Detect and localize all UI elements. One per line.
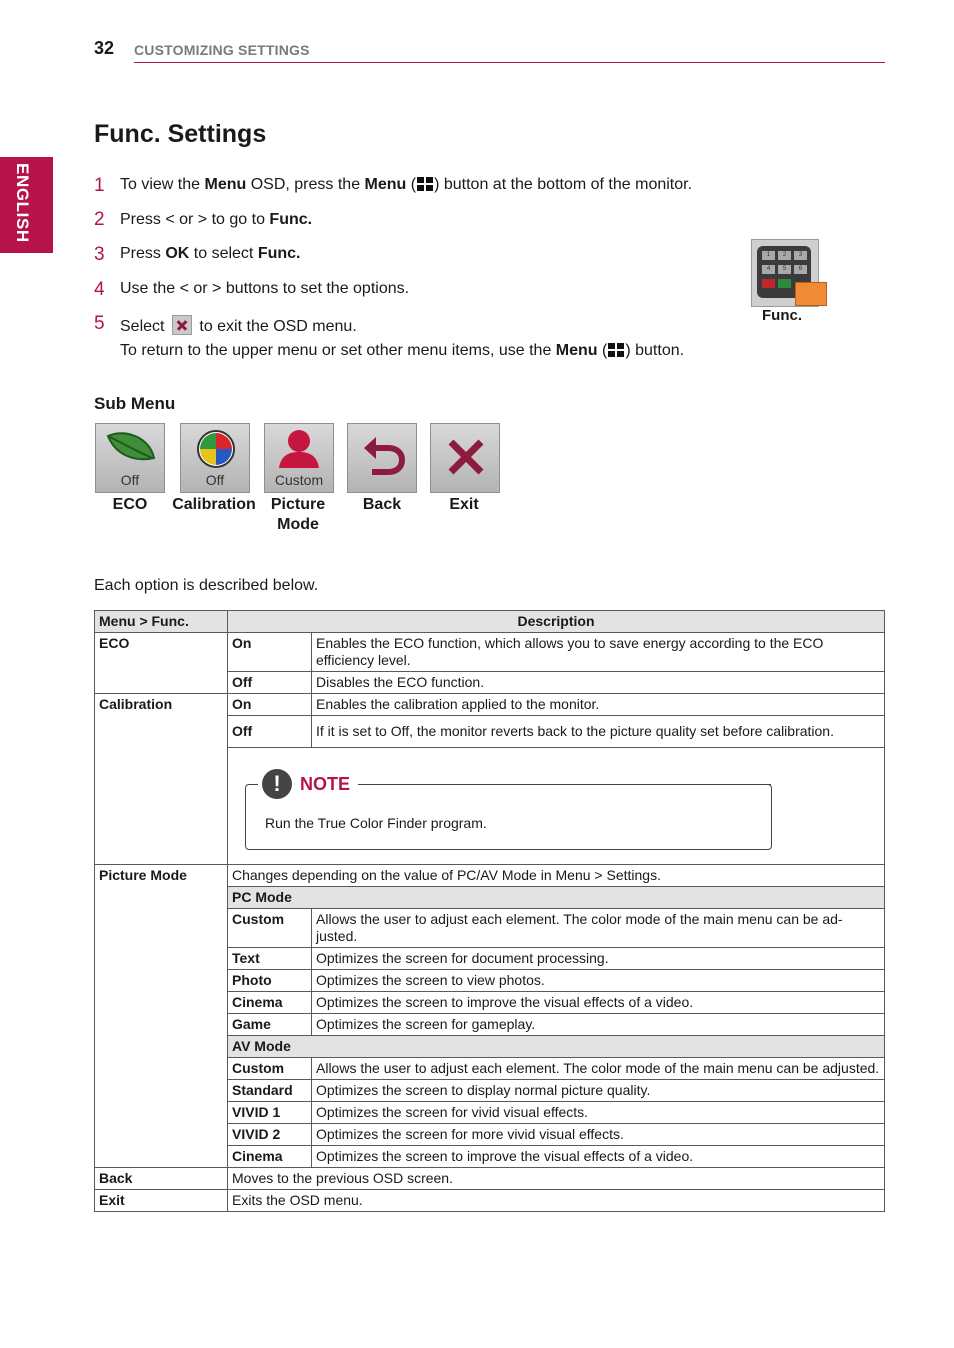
calibration-label: Calibration [172,496,256,513]
menu-button-icon [417,177,433,191]
description-cell: Moves to the previous OSD screen. [228,1168,885,1190]
description-cell: Optimizes the screen for gameplay. [312,1014,885,1036]
eco-tile [95,423,165,493]
option-cell: Off [228,716,312,748]
step-text: Press OK to select Func. [120,245,301,262]
leaf-icon [96,424,164,474]
option-cell: Text [228,948,312,970]
exit-x-icon [172,315,192,335]
color-wheel-icon [181,424,249,474]
description-cell: Allows the user to adjust each element. The color mode of the main menu can be adjusted. [312,1058,885,1080]
menu-button-icon [608,343,624,357]
note-label: NOTE [300,773,351,794]
table-row [95,694,885,716]
language-tab-label: ENGLISH [13,163,32,243]
note-text: Run the True Color Finder program. [265,815,487,831]
page-number: 32 [94,38,115,58]
option-cell: On [228,633,312,672]
description-cell: Optimizes the screen to display normal picture quality. [312,1080,885,1102]
table-header: Menu > Func. [95,611,228,633]
back-tile [347,423,417,493]
folder-icon [795,282,827,306]
option-cell: Game [228,1014,312,1036]
table-row [95,1190,885,1212]
menu-cell: Exit [95,1190,228,1212]
exit-label: Exit [449,496,479,513]
description-cell: Exits the OSD menu. [228,1190,885,1212]
back-label: Back [362,496,402,513]
page-title: Func. Settings [94,120,267,148]
calibration-caption: Off [205,472,225,488]
step-number: 3 [94,244,105,265]
back-arrow-icon [348,424,416,492]
option-cell: Custom [228,1058,312,1080]
option-cell: Standard [228,1080,312,1102]
menu-cell: Picture Mode [95,865,228,1168]
description-cell: If it is set to Off, the monitor reverts back to the picture quality set before calibration. [312,716,885,748]
description-cell: Optimizes the screen for vivid visual effects. [312,1102,885,1124]
picture-mode-tile [264,423,334,493]
person-icon [265,424,333,474]
calibration-tile [180,423,250,493]
exclamation-icon: ! [262,769,292,799]
description-cell: Optimizes the screen to improve the visual effects of a video. [312,1146,885,1168]
option-cell: VIVID 2 [228,1124,312,1146]
pc-mode-header: PC Mode [228,887,885,909]
func-icon-label: Func. [762,307,802,324]
picture-mode-label: Picture Mode [270,496,326,533]
step-number: 5 [94,313,105,334]
description-cell: Optimizes the screen to view photos. [312,970,885,992]
table-row [95,865,885,887]
step-text: Press < or > to go to Func. [120,211,313,228]
table-header-row [95,611,885,633]
intro-text: Each option is described below. [94,577,319,594]
step-number: 1 [94,175,105,196]
picture-mode-caption: Custom [274,472,324,488]
description-cell: Enables the ECO function, which allows you to save energy according to the ECO efficiency level. [312,633,885,672]
description-cell: Allows the user to adjust each element. The color mode of the main menu can be ad-justed. [312,909,885,948]
option-cell: Custom [228,909,312,948]
x-icon [431,424,499,492]
description-cell: Disables the ECO function. [312,672,885,694]
language-tab [0,157,53,253]
description-cell: Optimizes the screen for more vivid visual effects. [312,1124,885,1146]
step-number: 4 [94,279,105,300]
eco-caption: Off [120,472,140,488]
option-cell: Off [228,672,312,694]
step-text: Use the < or > buttons to set the options. [120,280,410,297]
note-cell [228,748,885,865]
eco-label: ECO [112,496,148,513]
table-row [95,1168,885,1190]
option-cell: Cinema [228,1146,312,1168]
options-table [94,610,885,1212]
option-cell: VIVID 1 [228,1102,312,1124]
description-cell: Optimizes the screen to improve the visual effects of a video. [312,992,885,1014]
header-rule [134,62,885,63]
step-number: 2 [94,209,105,230]
menu-cell: Calibration [95,694,228,865]
option-cell: Cinema [228,992,312,1014]
func-keypad-icon: 1 2 3 4 5 6 [751,239,819,307]
note-box [245,771,772,850]
step-text: Select to exit the OSD menu. [120,315,357,336]
av-mode-header: AV Mode [228,1036,885,1058]
section-title: CUSTOMIZING SETTINGS [134,42,310,58]
menu-cell: Back [95,1168,228,1190]
description-cell: Enables the calibration applied to the monitor. [312,694,885,716]
option-cell: On [228,694,312,716]
option-cell: Photo [228,970,312,992]
table-row [95,633,885,672]
table-header: Description [228,611,885,633]
exit-tile [430,423,500,493]
menu-cell: ECO [95,633,228,694]
submenu-title: Sub Menu [94,394,176,413]
step-text: To view the Menu OSD, press the Menu ( ) button at the bottom of the monitor. [120,176,693,193]
step-note: To return to the upper menu or set other menu items, use the Menu ( ) button. [120,342,685,359]
description-cell: Optimizes the screen for document processing. [312,948,885,970]
description-cell: Changes depending on the value of PC/AV Mode in Menu > Settings. [228,865,885,887]
